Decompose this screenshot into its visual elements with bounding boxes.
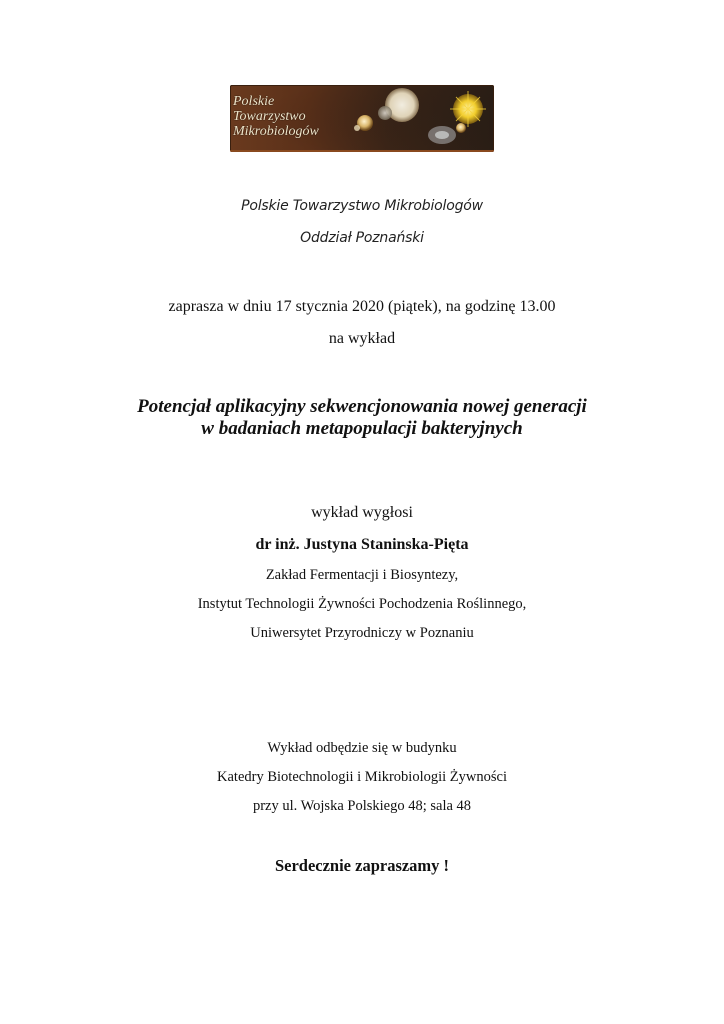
lecture-title-line2: w badaniach metapopulacji bakteryjnych <box>201 418 523 439</box>
logo-text-line3: Mikrobiologów <box>233 124 319 139</box>
organization-branch: Oddział Poznański <box>300 230 424 246</box>
venue-line2: Katedry Biotechnologii i Mikrobiologii Żywności <box>217 769 507 785</box>
lecture-title-line1: Potencjał aplikacyjny sekwencjonowania nowej generacji <box>137 396 587 417</box>
speaker-intro: wykład wygłosi <box>311 504 413 521</box>
invitation-text: zaprasza w dniu 17 stycznia 2020 (piątek), na godzinę 13.00 <box>168 298 556 315</box>
speaker-affiliation-line1: Zakład Fermentacji i Biosyntezy, <box>265 567 459 583</box>
organization-name: Polskie Towarzystwo Mikrobiologów <box>241 198 483 214</box>
venue-line1: Wykład odbędzie się w budynku <box>267 740 457 756</box>
speaker-affiliation-line3: Uniwersytet Przyrodniczy w Poznaniu <box>250 625 474 641</box>
event-type: na wykład <box>328 330 396 347</box>
speaker-affiliation-line2: Instytut Technologii Żywności Pochodzenia Roślinnego, <box>197 596 527 612</box>
venue-line3: przy ul. Wojska Polskiego 48; sala 48 <box>252 798 472 814</box>
society-logo <box>230 85 494 152</box>
closing-text: Serdecznie zapraszamy ! <box>274 856 450 875</box>
logo-text-line2: Towarzystwo <box>233 109 306 124</box>
speaker-name: dr inż. Justyna Staninska-Pięta <box>255 536 469 553</box>
logo-text-line1: Polskie <box>233 94 275 109</box>
